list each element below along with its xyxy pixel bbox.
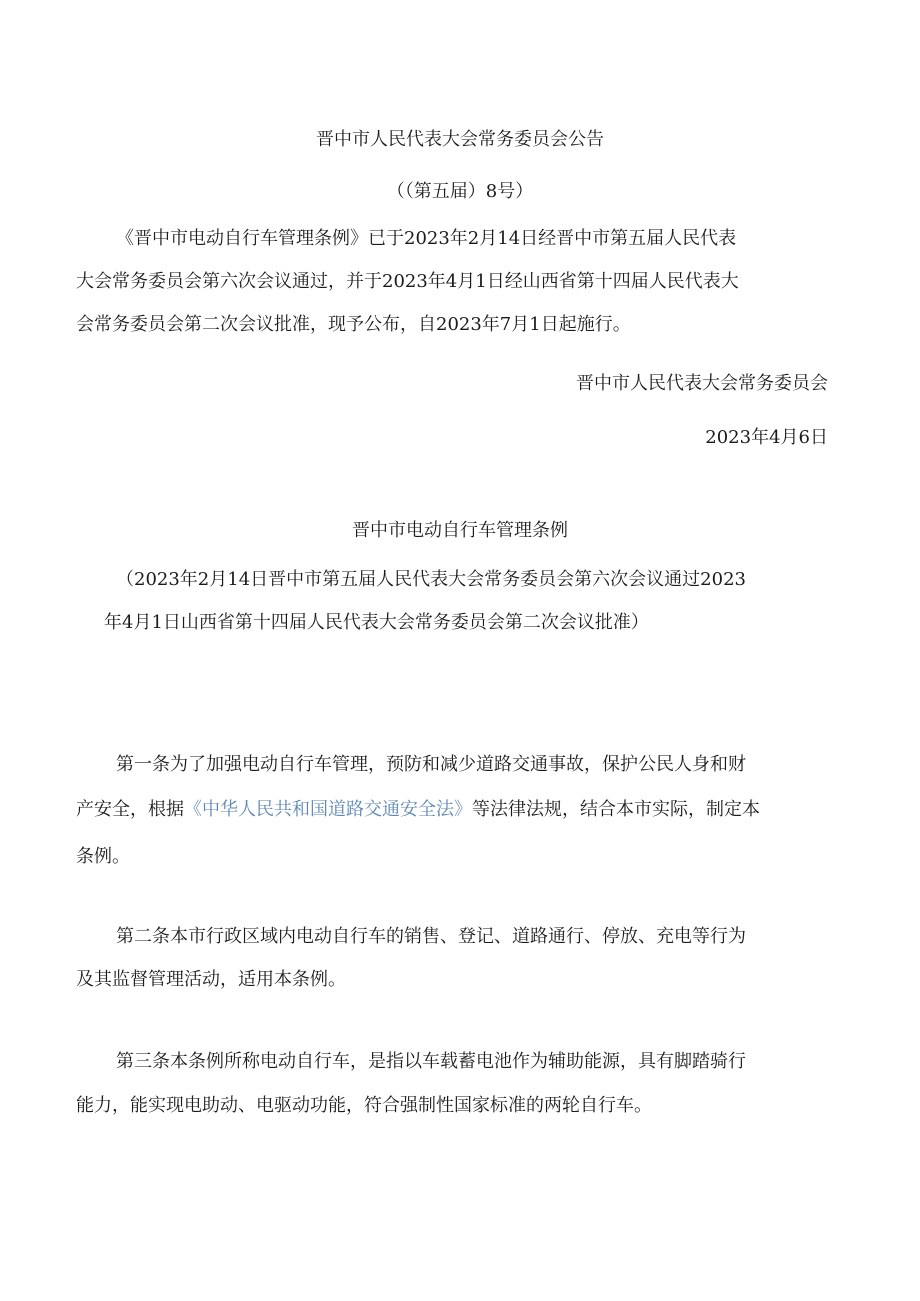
law-reference-link[interactable]: 《中华人民共和国道路交通安全法》 <box>184 799 472 820</box>
article-1-text: 产安全，根据 <box>76 799 184 820</box>
announcement-body-line: 会常务委员会第二次会议批准，现予公布，自2023年7月1日起施行。 <box>76 314 631 335</box>
announcement-body-line: 大会常务委员会第六次会议通过，并于2023年4月1日经山西省第十四届人民代表大 <box>76 271 739 292</box>
announcement-title: 晋中市人民代表大会常务委员会公告 <box>316 129 604 150</box>
article-3-line: 第三条本条例所称电动自行车，是指以车载蓄电池作为辅助能源，具有脚踏骑行 <box>116 1051 746 1072</box>
announcement-body-line: 《晋中市电动自行车管理条例》已于2023年2月14日经晋中市第五届人民代表 <box>116 228 737 249</box>
article-1-text: 等法律法规，结合本市实际，制定本 <box>472 799 760 820</box>
article-1-line: 第一条为了加强电动自行车管理，预防和减少道路交通事故，保护公民人身和财 <box>116 754 746 775</box>
article-1-line: 条例。 <box>76 846 130 867</box>
announcement-number: （（第五届）8号） <box>386 181 534 202</box>
regulation-subtitle-line: 年4月1日山西省第十四届人民代表大会常务委员会第二次会议批准） <box>104 612 649 633</box>
regulation-title: 晋中市电动自行车管理条例 <box>352 520 568 541</box>
article-3-line: 能力，能实现电助动、电驱动功能，符合强制性国家标准的两轮自行车。 <box>76 1095 652 1116</box>
regulation-subtitle-line: （2023年2月14日晋中市第五届人民代表大会常务委员会第六次会议通过2023 <box>116 569 746 590</box>
article-2-line: 第二条本市行政区域内电动自行车的销售、登记、道路通行、停放、充电等行为 <box>116 926 746 947</box>
announcement-date: 2023年4月6日 <box>705 427 828 448</box>
article-1-line <box>76 798 760 822</box>
article-2-line: 及其监督管理活动，适用本条例。 <box>76 969 346 990</box>
announcement-issuer: 晋中市人民代表大会常务委员会 <box>576 373 828 394</box>
